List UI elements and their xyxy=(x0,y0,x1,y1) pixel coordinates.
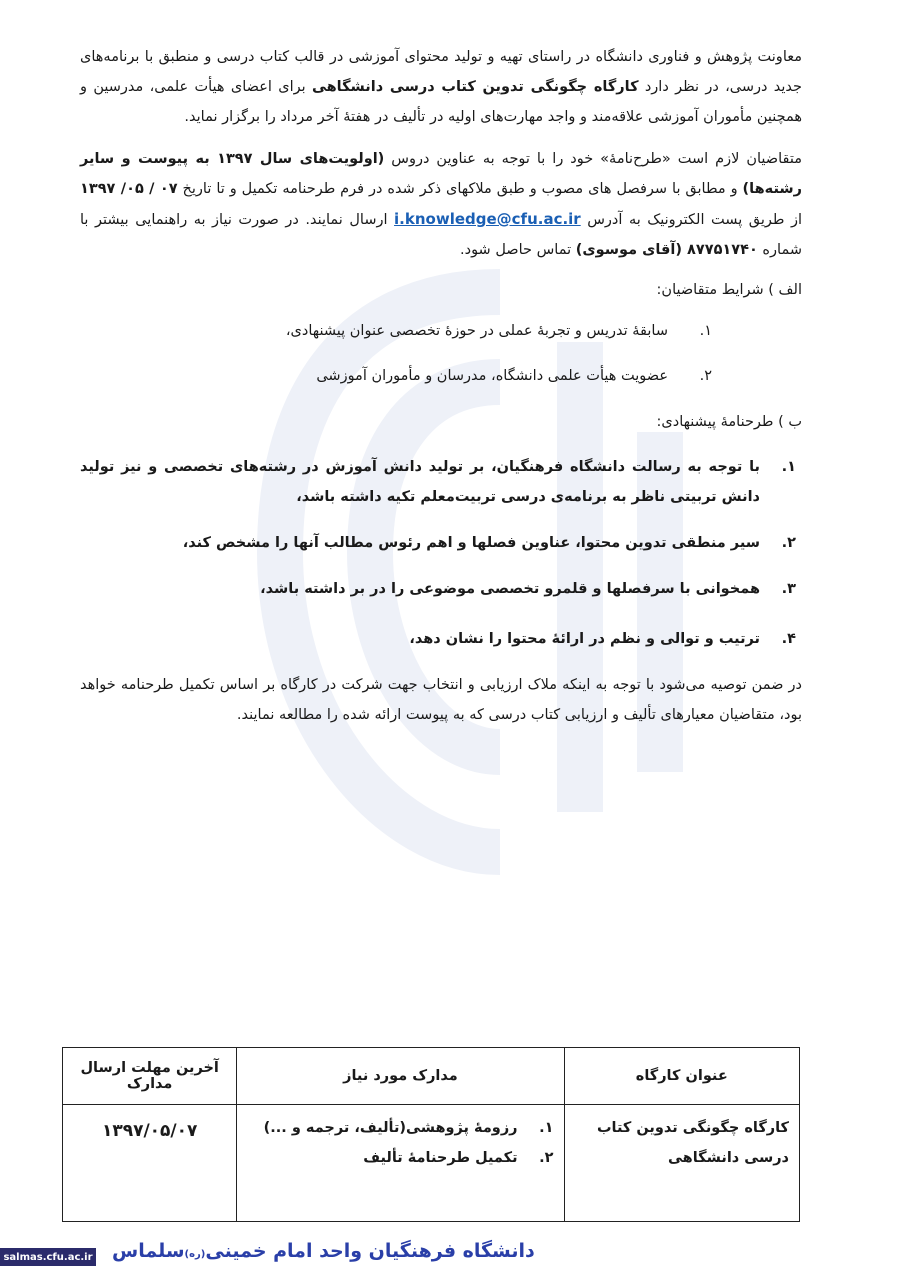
university-name-city: سلماس xyxy=(112,1240,185,1262)
document-page xyxy=(40,22,860,1237)
list-item xyxy=(80,574,802,604)
header-deadline: آخرین مهلت ارسال مدارک xyxy=(63,1048,237,1105)
intro-text: معاونت پژوهش و فناوری دانشگاه در راستای تهیه و تولید محتوای آموزشی در قالب کتاب درسی و منطبق با برنامه‌های جدید درسی، در نظر دارد xyxy=(80,49,803,95)
proposal-list xyxy=(80,452,802,654)
intro-paragraph xyxy=(80,42,802,132)
contact-phone: ۸۷۷۵۱۷۴۰ (آقای موسوی) xyxy=(575,242,758,258)
email-link[interactable]: i.knowledge@cfu.ac.ir xyxy=(394,210,581,228)
university-name-honorific: (ره) xyxy=(184,1249,206,1260)
list-item xyxy=(80,365,712,388)
item-number: ۳. xyxy=(781,580,796,597)
workshop-name: کارگاه چگونگی تدوین کتاب درسی دانشگاهی xyxy=(311,79,639,95)
item-number: ۲. xyxy=(781,534,796,551)
item-text: همخوانی با سرفصلها و قلمرو تخصصی موضوعی را در بر داشته باشد، xyxy=(260,580,760,597)
item-number: ۲. xyxy=(539,1150,554,1166)
item-text: عضویت هیأت علمی دانشگاه، مدرسان و مأموران آموزشی xyxy=(316,368,668,385)
proposal-heading: ب ) طرحنامهٔ پیشنهادی: xyxy=(656,413,802,430)
university-name xyxy=(112,1240,562,1268)
item-number: ۱. xyxy=(539,1120,554,1136)
item-text: سیر منطقی تدوین محتوا، عناوین فصلها و اهم رئوس مطالب آنها را مشخص کند، xyxy=(182,534,760,551)
header-title: عنوان کارگاه xyxy=(564,1048,799,1105)
item-number: ۱. xyxy=(781,458,796,475)
table-row xyxy=(63,1105,800,1222)
list-item xyxy=(80,528,802,558)
application-text-2: و مطابق با سرفصل های مصوب و طبق ملاکهای ذکر شده در فرم طرحنامه تکمیل و تا تاریخ xyxy=(177,181,743,197)
intro-text-end: برای اعضای هیأت علمی، مدرسین و همچنین مأموران آموزشی علاقه‌مند و واجد مهارت‌های اولیه در تألیف در هفتهٔ آخر مرداد را برگزار نماید. xyxy=(80,79,802,125)
conditions-list xyxy=(80,320,802,388)
recommendation-paragraph: در ضمن توصیه می‌شود با توجه به اینکه ملاک ارزیابی و انتخاب جهت شرکت در کارگاه بر اساس تکمیل طرحنامه خواهد بود، متقاضیان معیارهای تألیف و ارزیابی کتاب درسی که به پیوست ارائه شده را مطالعه نمایند. xyxy=(80,676,802,723)
item-text: سابقهٔ تدریس و تجربهٔ عملی در حوزهٔ تخصصی عنوان پیشنهادی، xyxy=(285,323,668,340)
item-number: ۲. xyxy=(699,368,712,385)
university-name-main: دانشگاه فرهنگیان واحد امام خمینی xyxy=(205,1240,535,1262)
workshop-table xyxy=(62,1047,800,1222)
document-body xyxy=(80,42,802,742)
table-header-row xyxy=(63,1048,800,1105)
item-text: تکمیل طرحنامهٔ تألیف xyxy=(363,1150,518,1166)
docs-list xyxy=(247,1113,553,1173)
item-text: ترتیب و توالی و نظم در ارائهٔ محتوا را نشان دهد، xyxy=(409,630,760,647)
item-text: رزومهٔ پژوهشی(تألیف، ترجمه و ...) xyxy=(263,1120,518,1136)
deadline-date: ۰۷ / ۰۵/ ۱۳۹۷ xyxy=(80,181,178,197)
list-item xyxy=(80,452,802,512)
application-paragraph xyxy=(80,144,802,265)
item-number: ۴. xyxy=(781,630,796,647)
list-item xyxy=(247,1143,553,1173)
item-text: با توجه به رسالت دانشگاه فرهنگیان، بر تولید دانش آموزش در رشته‌های تخصصی و نیز تولید دانش تربیتی ناظر به برنامه‌ی درسی تربیت‌معلم تکیه داشته باشد، xyxy=(80,458,760,505)
application-text: متقاضیان لازم است «طرح‌نامهٔ» خود را با توجه به عناوین دروس xyxy=(384,151,803,167)
application-text-5: تماس حاصل شود. xyxy=(460,242,576,258)
cell-deadline xyxy=(63,1105,237,1222)
site-logo[interactable]: salmas.cfu.ac.ir xyxy=(0,1248,96,1266)
list-item xyxy=(80,320,712,343)
list-item xyxy=(247,1113,553,1143)
conditions-heading: الف ) شرایط متقاضیان: xyxy=(656,282,802,298)
list-item xyxy=(80,624,802,654)
item-number: ۱. xyxy=(699,323,712,340)
header-docs: مدارک مورد نیاز xyxy=(237,1048,564,1105)
deadline-value: ۱۳۹۷/۰۵/۰۷ xyxy=(101,1121,198,1141)
cell-title: کارگاه چگونگی تدوین کتاب درسی دانشگاهی xyxy=(564,1105,799,1222)
application-text-3: از طریق پست الکترونیک به آدرس xyxy=(580,212,802,228)
application-text-4: ارسال نمایند. در صورت نیاز به راهنمایی بیشتر با شماره xyxy=(80,212,802,258)
priorities-note: (اولویت‌های سال ۱۳۹۷ به پیوست و سایر رشته‌ها) xyxy=(80,151,802,197)
cell-docs xyxy=(237,1105,564,1222)
